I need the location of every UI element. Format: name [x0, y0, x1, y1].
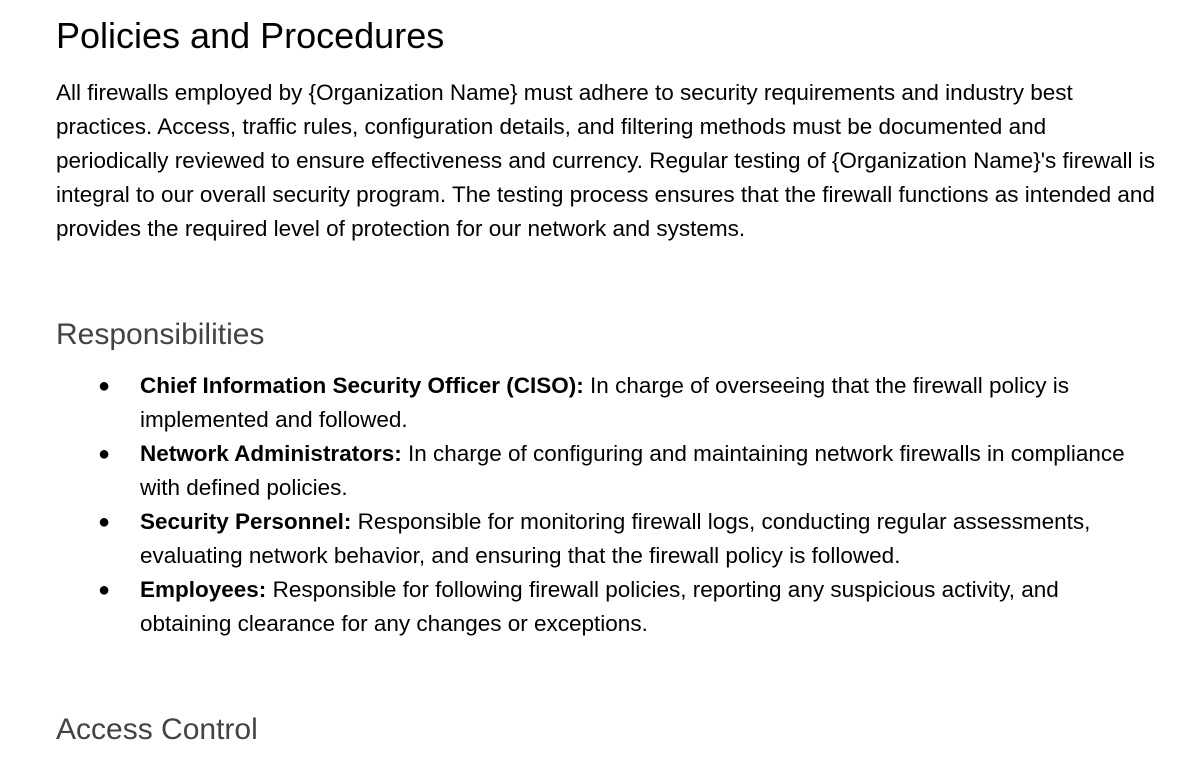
role-description: Responsible for monitoring firewall logs, conducting regular assessments, evaluating network behavior, and ensuring that the firewall policy is followed.: [140, 509, 1091, 568]
bullet-icon: ●: [98, 579, 111, 601]
list-item: [56, 369, 1156, 437]
role-label: Security Personnel:: [140, 509, 352, 534]
responsibilities-list: [56, 369, 1156, 641]
list-item: [56, 573, 1156, 641]
section-heading-responsibilities: Responsibilities: [56, 318, 265, 351]
page-title: Policies and Procedures: [56, 15, 445, 56]
role-description: In charge of overseeing that the firewall policy is implemented and followed.: [140, 373, 1070, 432]
role-description: Responsible for following firewall policies, reporting any suspicious activity, and obtaining clearance for any changes or exceptions.: [140, 577, 1059, 636]
role-label: Network Administrators:: [140, 441, 402, 466]
list-item: [56, 505, 1156, 573]
bullet-icon: ●: [98, 511, 111, 533]
role-label: Employees:: [140, 577, 267, 602]
section-heading-access-control: Access Control: [56, 713, 258, 746]
role-label: Chief Information Security Officer (CISO):: [140, 373, 584, 398]
list-item: [56, 437, 1156, 505]
bullet-icon: ●: [98, 443, 111, 465]
role-description: In charge of configuring and maintaining network firewalls in compliance with defined policies.: [140, 441, 1125, 500]
intro-paragraph: All firewalls employed by {Organization Name} must adhere to security requirements and industry best practices. Access, traffic rules, configuration details, and filtering methods must be documented and periodically reviewed to ensure effectiveness and currency. Regular testing of {Organization Name}'s firewall is integral to our overall security program. The testing process ensures that the firewall functions as intended and provides the required level of protection for our network and systems.: [56, 80, 1156, 241]
bullet-icon: ●: [98, 375, 111, 397]
